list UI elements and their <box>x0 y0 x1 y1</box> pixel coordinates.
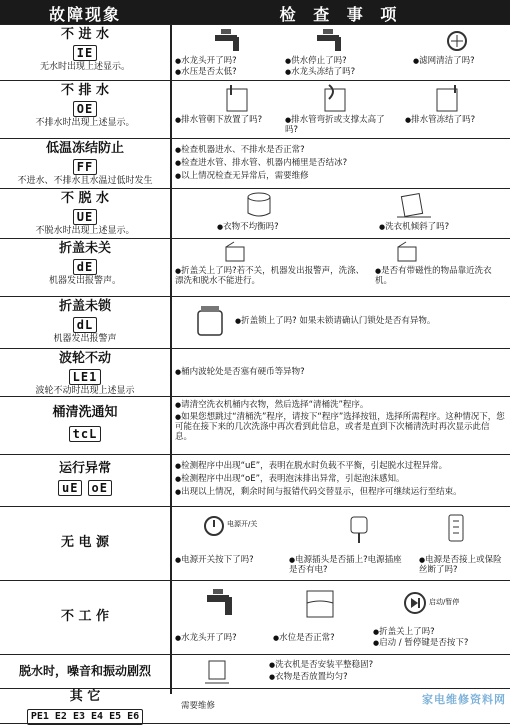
drain-hose-icon <box>323 83 349 113</box>
symptom-title: 脱水时，噪音和振动剧烈 <box>18 664 151 678</box>
watermark: 家电维修资料网 <box>422 693 506 706</box>
error-code: tcL <box>69 426 102 442</box>
start-pause-label: 启动/暂停 <box>429 598 460 606</box>
symptom-cell <box>0 507 170 580</box>
check-note: ● 水龙头开了吗? <box>175 633 237 643</box>
symptom-title: 无 电 源 <box>60 535 110 550</box>
fuse-icon <box>443 513 469 545</box>
symptom-desc: 机器发出报警声。 <box>48 276 121 286</box>
symptom-cell <box>0 25 170 80</box>
power-button-label: 电源开/关 <box>227 520 258 528</box>
check-note: ● 以上情况检查无异常后，需要维修 <box>175 171 309 181</box>
error-code: UE <box>73 209 97 225</box>
faucet-icon <box>203 587 239 621</box>
symptom-title: 不 脱 水 <box>60 191 110 206</box>
table-row <box>0 80 510 138</box>
check-note: ● 检查进水管、排水管、机器内桶里是否结冰? <box>175 158 347 168</box>
symptom-title: 不 排 水 <box>60 83 110 98</box>
filter-screen-icon <box>443 27 471 55</box>
symptom-title: 折盖未关 <box>58 241 111 256</box>
check-note: ● 请清空洗衣机桶内衣物，然后选择“清桶洗”程序。 <box>175 400 368 410</box>
table-row <box>0 238 510 296</box>
check-cell <box>173 349 510 396</box>
check-note: 需要维修 <box>181 701 216 711</box>
check-note: ● 折盖关上了吗? <box>373 627 435 637</box>
check-note: ● 洗衣机倾斜了吗? <box>379 222 449 232</box>
check-cell <box>173 139 510 188</box>
table-header <box>0 0 510 24</box>
symptom-cell <box>0 189 170 238</box>
table-row <box>0 580 510 654</box>
check-cell <box>173 239 510 296</box>
error-code-list: PE1 E2 E3 E4 E5 E6 <box>27 709 143 725</box>
check-note: ● 供水停止了吗? <box>285 56 347 66</box>
check-note: ● 洗衣机是否安装平整稳固? <box>269 660 373 670</box>
symptom-cell <box>0 349 170 396</box>
symptom-cell <box>0 455 170 506</box>
table-row <box>0 188 510 238</box>
symptom-cell <box>0 689 170 723</box>
water-level-icon <box>303 587 337 623</box>
check-note: ● 水龙头开了吗? <box>175 56 237 66</box>
symptom-cell <box>0 655 170 688</box>
faucet-icon <box>313 27 349 55</box>
symptom-title: 不 进 水 <box>60 27 110 42</box>
check-note: ● 检测程序中出现“oE”，表明泡沫排出异常，引起泡沫感知。 <box>175 474 405 484</box>
check-note: ● 检查机器进水、不排水是否正常? <box>175 145 305 155</box>
tilted-washer-icon <box>397 191 431 219</box>
check-cell <box>173 297 510 348</box>
symptom-title: 低温冻结防止 <box>45 141 124 156</box>
table-row <box>0 654 510 688</box>
check-cell <box>173 189 510 238</box>
laundry-tub-icon <box>245 191 273 219</box>
symptom-cell <box>0 239 170 296</box>
check-cell <box>173 397 510 454</box>
check-note: ● 启动 / 暂停键是否按下? <box>373 638 468 648</box>
error-code: oE <box>88 480 112 496</box>
error-code: dL <box>73 317 97 333</box>
symptom-desc: 不进水、不排水且水温过低时发生 <box>17 176 153 186</box>
error-code: LE1 <box>69 369 102 385</box>
table-row <box>0 24 510 80</box>
check-cell <box>173 655 510 688</box>
power-plug-icon <box>343 513 375 545</box>
check-note: ● 滤网清洁了吗? <box>413 56 475 66</box>
error-code: dE <box>73 259 97 275</box>
table-row <box>0 506 510 580</box>
check-note: ● 衣物不均衡吗? <box>217 222 279 232</box>
check-cell <box>173 455 510 506</box>
check-note: ● 如果您想跳过“清桶洗”程序，请按下“程序”选择按钮，选择所需程序。这种情况下，您可能在接下来的几次洗涤中再次看到此信息，或者是直到下次桶清洗时再次显示此信息。 <box>175 412 505 442</box>
check-note: ● 折盖关上了吗?若不关，机器发出报警声，洗涤、漂洗和脱水不能进行。 <box>175 266 367 286</box>
error-code: OE <box>73 101 97 117</box>
symptom-cell <box>0 581 170 654</box>
check-cell <box>173 81 510 138</box>
check-note: ● 电源开关按下了吗? <box>175 555 254 565</box>
symptom-desc: 波轮不动时出现上述显示 <box>35 386 135 396</box>
check-note: ● 折盖锁上了吗? 如果未锁请确认门锁处是否有异物。 <box>235 316 435 326</box>
symptom-cell <box>0 81 170 138</box>
table-row <box>0 396 510 454</box>
error-code: IE <box>73 45 97 61</box>
check-note: ● 出现以上情况，剩余时间与报错代码交替显示，但程序可继续运行至结束。 <box>175 487 462 497</box>
check-note: ● 水位是否正常? <box>273 633 335 643</box>
check-note: ● 水龙头冻结了吗? <box>285 67 355 77</box>
table-row <box>0 454 510 506</box>
symptom-cell <box>0 397 170 454</box>
washer-install-icon <box>203 657 231 685</box>
drain-hose-icon <box>225 83 251 113</box>
check-cell <box>173 507 510 580</box>
symptom-desc: 机器发出报警声 <box>53 334 117 344</box>
symptom-desc: 不排水时出现上述显示。 <box>35 118 135 128</box>
drain-hose-icon <box>435 83 461 113</box>
symptom-desc: 不脱水时出现上述显示。 <box>35 226 135 236</box>
symptom-title: 折盖未锁 <box>58 299 111 314</box>
check-note: ● 排水管弯折或支撑太高了吗? <box>285 115 395 135</box>
table-row <box>0 348 510 396</box>
table-row <box>0 296 510 348</box>
symptom-title: 其 它 <box>69 689 101 704</box>
error-code: FF <box>73 159 97 175</box>
header-check-items: 检 查 事 项 <box>279 5 403 24</box>
check-note: ● 电源是否接上或保险丝断了吗? <box>419 555 509 575</box>
symptom-title: 波轮不动 <box>58 351 111 366</box>
check-note: ● 检测程序中出现“uE”，表明在脱水时负载不平衡，引起脱水过程异常。 <box>175 461 447 471</box>
check-note: ● 衣物是否放置均匀? <box>269 672 348 682</box>
table-row <box>0 138 510 188</box>
check-note: ● 桶内波轮处是否塞有硬币等异物? <box>175 367 305 377</box>
power-button-icon <box>203 515 225 537</box>
faucet-icon <box>211 27 247 55</box>
washer-lid-icon <box>395 241 421 263</box>
symptom-title: 不 工 作 <box>60 609 110 624</box>
start-pause-button-icon <box>403 591 427 615</box>
check-note: ● 水压是否太低? <box>175 67 237 77</box>
check-note: ● 排水管冻结了吗? <box>405 115 475 125</box>
header-symptom: 故障现象 <box>48 5 121 24</box>
check-note: ● 是否有带磁性的物品靠近洗衣机。 <box>375 266 505 286</box>
symptom-desc: 无水时出现上述显示。 <box>39 62 130 72</box>
symptom-cell <box>0 139 170 188</box>
check-note: ● 电源插头是否插上?电源插座是否有电? <box>289 555 407 575</box>
symptom-cell <box>0 297 170 348</box>
check-cell <box>173 25 510 80</box>
symptom-title: 桶清洗通知 <box>52 405 118 420</box>
washer-lock-icon <box>195 303 227 337</box>
check-note: ● 排水管朝下放置了吗? <box>175 115 275 125</box>
symptom-title: 运行异常 <box>58 461 111 476</box>
error-code: uE <box>58 480 82 496</box>
check-cell <box>173 581 510 654</box>
washer-lid-icon <box>223 241 249 263</box>
